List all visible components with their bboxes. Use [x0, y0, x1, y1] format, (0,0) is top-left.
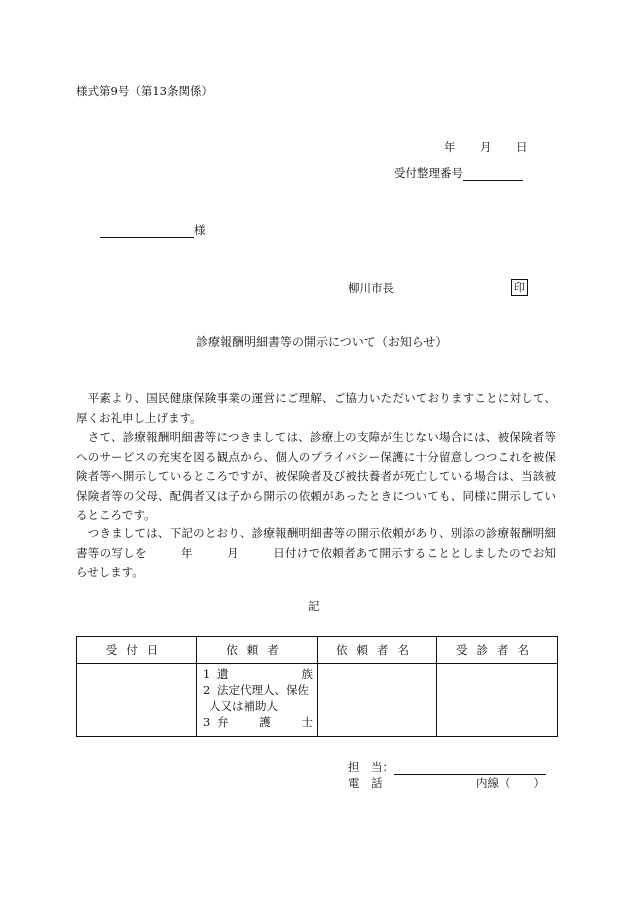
requester-option-lawyer[interactable]: 3 弁 護 士: [203, 715, 313, 729]
requester-option-legal-representative[interactable]: 2 法定代理人、保佐: [203, 683, 309, 697]
cell-received-date[interactable]: [77, 664, 197, 737]
body-paragraph-3-month: 月: [226, 545, 239, 560]
ki-heading: 記: [308, 599, 320, 613]
seal-stamp: 印: [511, 279, 528, 296]
contact-person-field: [348, 762, 546, 775]
date-day-label: 日: [516, 140, 528, 154]
notice-title: 診療報酬明細書等の開示について（お知らせ）: [196, 335, 448, 349]
addressee-field: [100, 225, 206, 238]
requester-option-bereaved[interactable]: 1 遺 族: [203, 667, 313, 681]
requester-option-legal-representative-cont: 人又は補助人: [209, 699, 278, 713]
contact-extension: 内線（ ）: [476, 776, 545, 790]
body-paragraph-3-before: つきましては、下記のとおり、診療報酬明細書等の開示依頼があり、別添の診療報酬明細書等の写しを: [76, 526, 556, 560]
form-number: 様式第9号（第13条関係）: [76, 84, 213, 98]
contact-person-label: 担 当：: [348, 760, 394, 774]
header-requester: 依頼者: [197, 637, 318, 664]
cell-requester-name[interactable]: [318, 664, 437, 737]
header-received-date: 受付日: [77, 637, 197, 664]
request-table: [76, 636, 558, 737]
cell-requester-options: [197, 664, 318, 737]
receipt-number-blank[interactable]: [463, 168, 523, 181]
cell-patient-name[interactable]: [437, 664, 558, 737]
receipt-number-label: 受付整理番号: [394, 166, 463, 180]
receipt-number-field: [394, 168, 523, 181]
table-header-row: [77, 637, 558, 664]
body-paragraph-3-after: 日付けで依頼者あて開示することとしましたのでお知らせします。: [76, 545, 557, 579]
header-patient-name: 受診者名: [437, 637, 558, 664]
addressee-honorific: 様: [194, 223, 206, 237]
contact-phone-label: 電 話: [348, 776, 383, 790]
sender-name: 柳川市長: [348, 281, 394, 295]
date-month-label: 月: [480, 140, 492, 154]
body-paragraph-2: さて、診療報酬明細書等につきましては、診療上の支障が生じない場合には、被保険者等へのサービスの充実を図る観点から、個人のプライバシー保護に十分留意しつつこれを被保険者等へ開示しているところですが、被保険者及び被扶養者が死亡している場合は、当該被保険者等の父母、配偶者又は子から開示の依頼があったときについても、同様に開示しているところです。: [76, 430, 556, 522]
contact-person-blank[interactable]: [394, 762, 546, 775]
header-requester-name: 依頼者名: [318, 637, 437, 664]
date-year-label: 年: [444, 140, 456, 154]
body-paragraph-3-year: 年: [180, 545, 193, 560]
seal-mark: [511, 279, 528, 296]
addressee-blank[interactable]: [100, 225, 194, 238]
body-paragraph-3: [76, 524, 556, 583]
body-paragraph-1: 平素より、国民健康保険事業の運営にご理解、ご協力いただいておりますことに対して、厚くお礼申し上げます。: [76, 391, 556, 425]
table-row: [77, 664, 558, 737]
